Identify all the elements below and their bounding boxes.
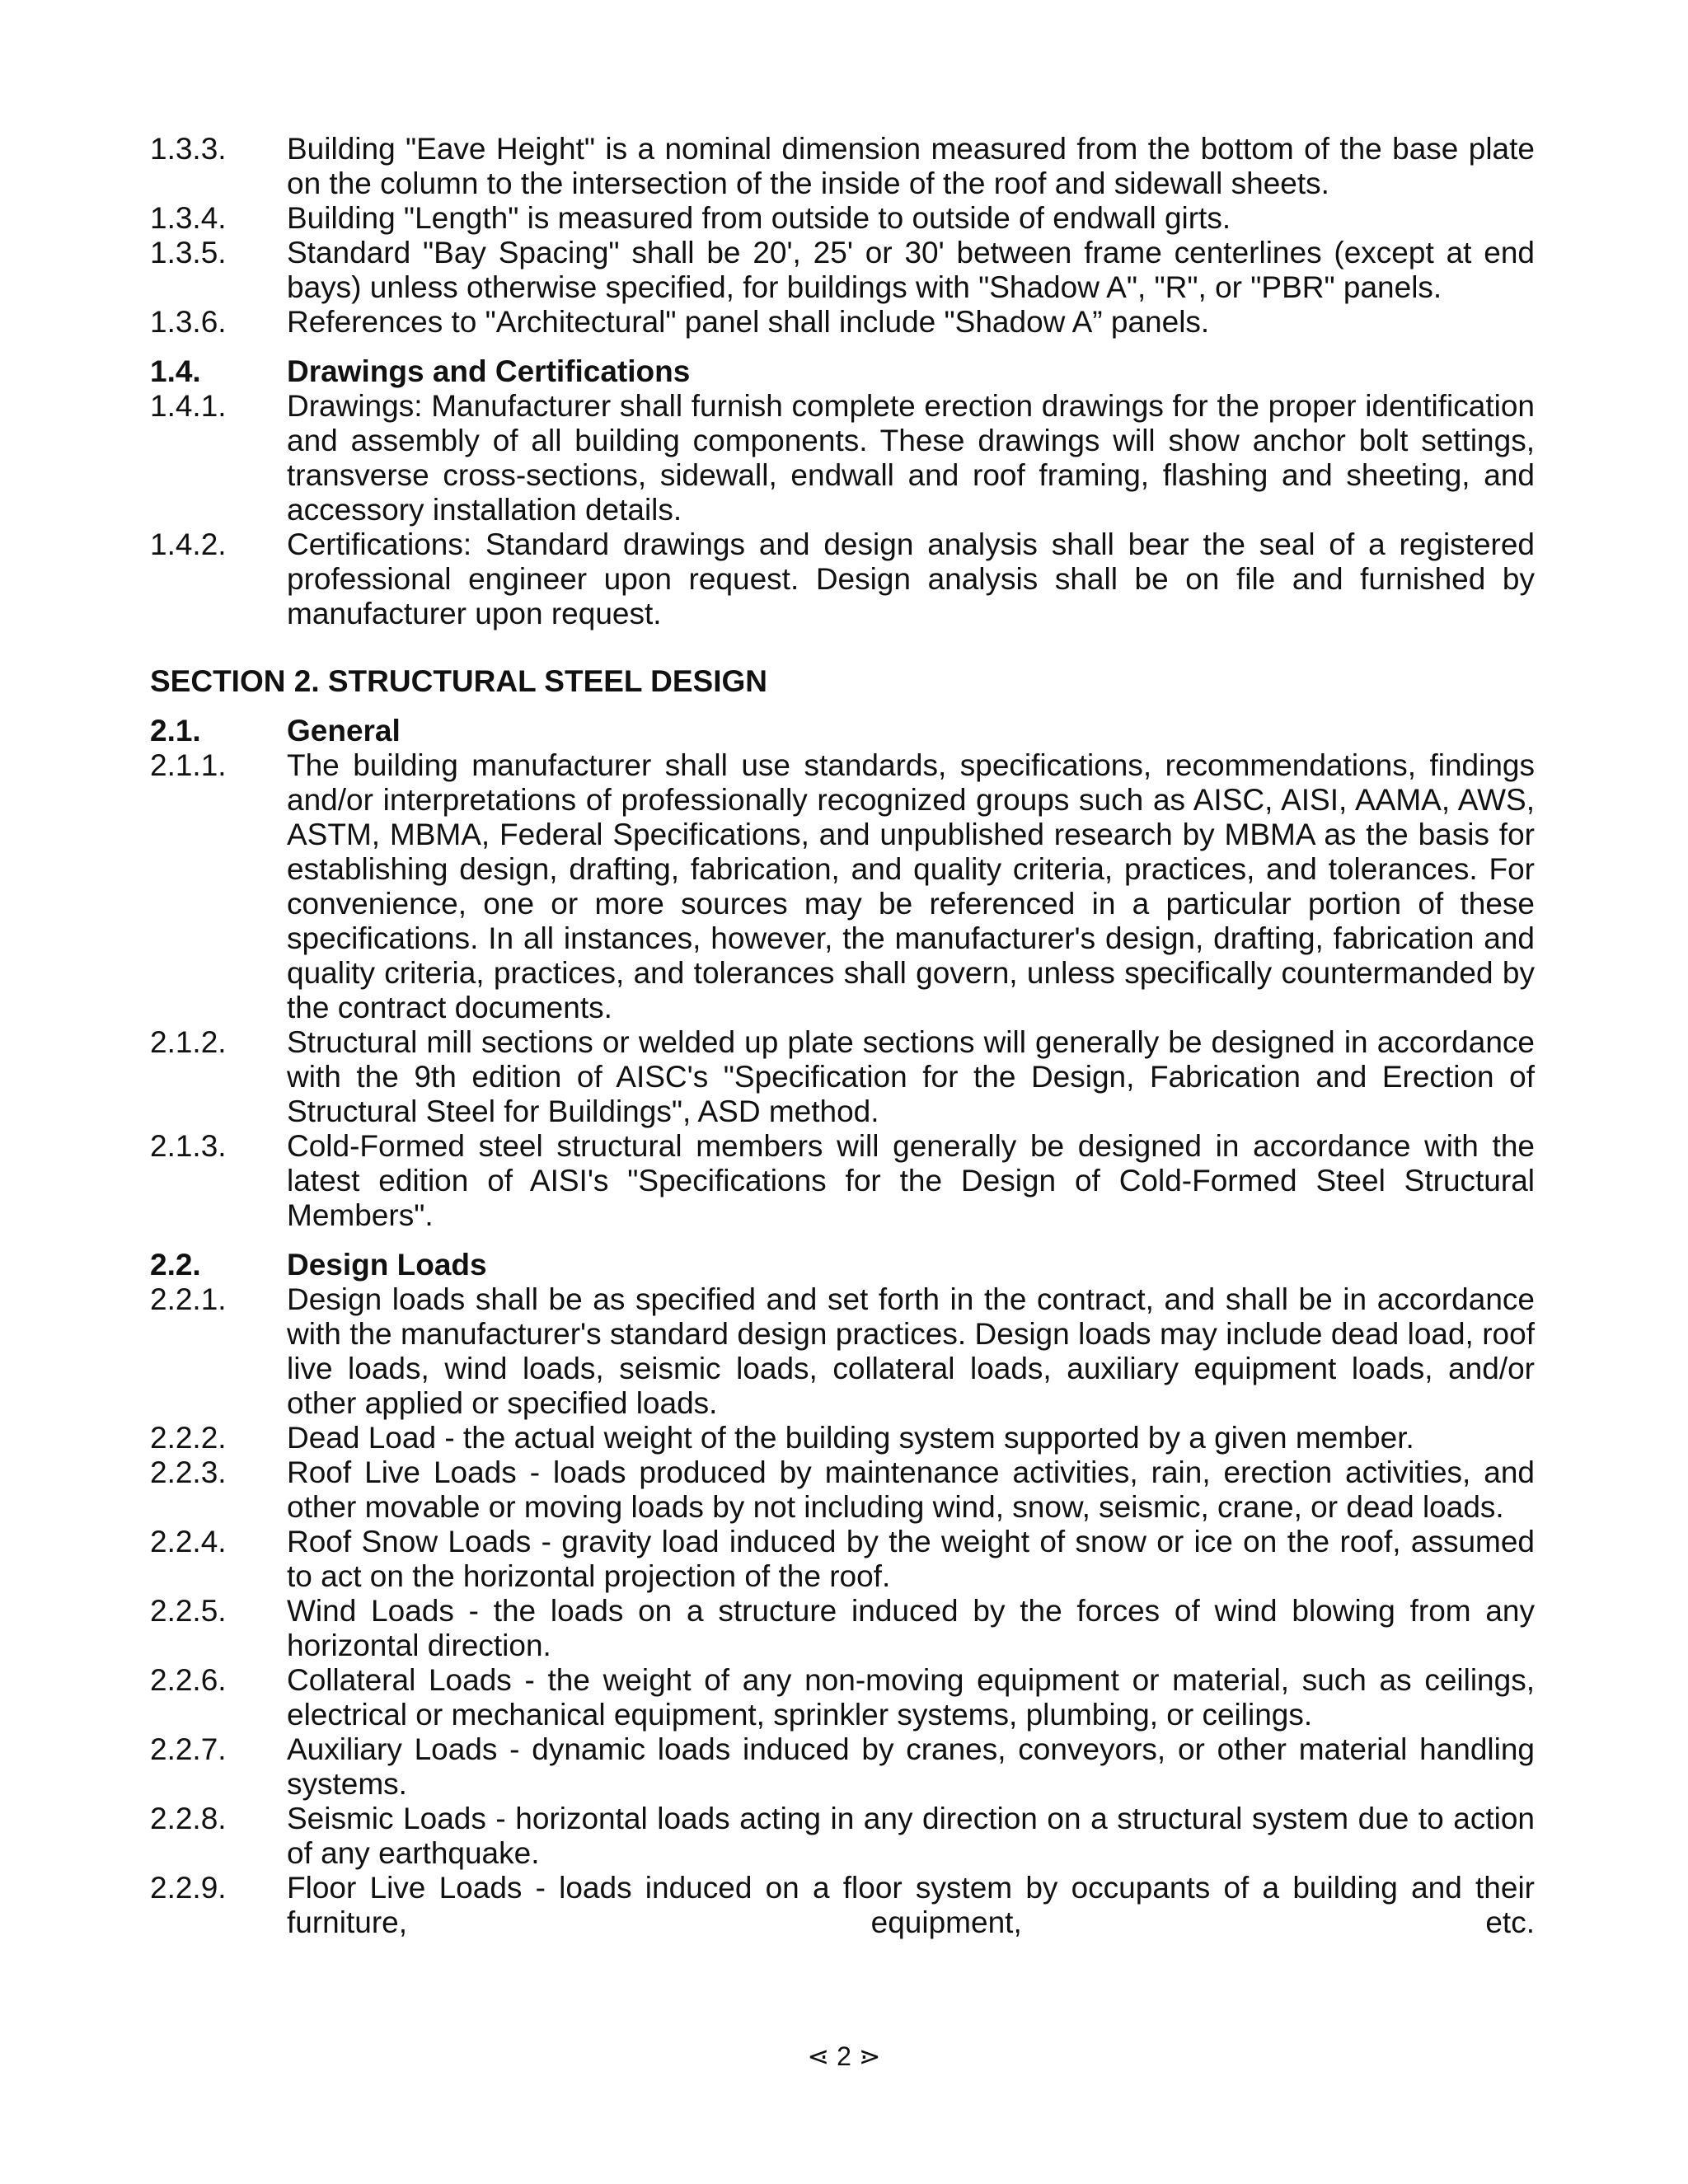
clause-number: 2.2.6. [150, 1663, 227, 1697]
clause-text: Standard "Bay Spacing" shall be 20', 25' or 30' between frame centerlines (except at end bays) unless otherwise specified, for buildings with "Shadow A", "R", or "PBR" panels. [287, 236, 1535, 304]
list-2-1 [150, 748, 1535, 1233]
clause-number: 2.2.8. [150, 1802, 227, 1835]
clause-number: 1.4.2. [150, 527, 227, 561]
clause-number: 2.1.1. [150, 748, 227, 782]
clause-number: 1.3.6. [150, 305, 227, 339]
clause-number: 2.2.5. [150, 1594, 227, 1628]
clause-item [150, 1802, 1535, 1871]
clause-item [150, 201, 1535, 236]
clause-text: Collateral Loads - the weight of any non-moving equipment or material, such as ceilings, electrical or mechanical equipment, sprinkler systems, plumbing, or ceilings. [287, 1663, 1535, 1732]
clause-number: 1.3.3. [150, 132, 227, 166]
clause-item [150, 132, 1535, 201]
clause-number: 2.1.2. [150, 1025, 227, 1059]
clause-item [150, 1455, 1535, 1525]
clause-text: Auxiliary Loads - dynamic loads induced by cranes, conveyors, or other material handling systems. [287, 1732, 1535, 1801]
subsection-number: 1.4. [150, 354, 201, 388]
subsection-number: 2.1. [150, 714, 201, 748]
clause-item [150, 1594, 1535, 1663]
clause-text: Dead Load - the actual weight of the building system supported by a given member. [287, 1421, 1414, 1455]
clause-item [150, 1663, 1535, 1732]
clause-item [150, 305, 1535, 340]
list-2-2 [150, 1282, 1535, 1940]
clause-text: Building "Eave Height" is a nominal dimension measured from the bottom of the base plate on the column to the intersection of the inside of the roof and sidewall sheets. [287, 132, 1535, 200]
clause-text: Cold-Formed steel structural members will generally be designed in accordance with the latest edition of AISI's "Specifications for the Design of Cold-Formed Steel Structural Members". [287, 1129, 1535, 1232]
clause-number: 1.4.1. [150, 389, 227, 423]
clause-text: Roof Snow Loads - gravity load induced by the weight of snow or ice on the roof, assumed to act on the horizontal projection of the roof. [287, 1525, 1535, 1593]
clause-text: Design loads shall be as specified and set forth in the contract, and shall be in accordance with the manufacturer's standard design practices. Design loads may include dead load, roof live loads, wind loads, seismic loads, collateral loads, auxiliary equipment loads, and/or other applied or specified loads. [287, 1282, 1535, 1420]
clause-text: Building "Length" is measured from outside to outside of endwall girts. [287, 201, 1231, 235]
clause-item [150, 1129, 1535, 1233]
clause-text: Wind Loads - the loads on a structure induced by the forces of wind blowing from any horizontal direction. [287, 1594, 1535, 1662]
list-1-3 [150, 132, 1535, 340]
clause-item [150, 1732, 1535, 1802]
clause-number: 2.1.3. [150, 1129, 227, 1163]
next-arrow-icon: ⋗ [858, 2041, 881, 2071]
clause-number: 1.3.4. [150, 201, 227, 235]
subsection-1-4-heading [150, 354, 1535, 389]
clause-number: 2.2.2. [150, 1421, 227, 1455]
clause-number: 2.2.9. [150, 1871, 227, 1905]
clause-item [150, 1421, 1535, 1455]
page-number: 2 [837, 2041, 851, 2071]
clause-text: Floor Live Loads - loads induced on a floor system by occupants of a building and their furniture, equipment, etc. [287, 1871, 1535, 1939]
page-footer [0, 2040, 1688, 2073]
subsection-2-1-heading [150, 714, 1535, 748]
subsection-title: General [287, 714, 401, 748]
clause-text: Drawings: Manufacturer shall furnish complete erection drawings for the proper identification and assembly of all building components. These drawings will show anchor bolt settings, transverse cross-sections, sidewall, endwall and roof framing, flashing and sheeting, and accessory installation details. [287, 389, 1535, 527]
clause-number: 2.2.4. [150, 1525, 227, 1558]
section-2-title: SECTION 2. STRUCTURAL STEEL DESIGN [150, 664, 767, 698]
clause-item [150, 1025, 1535, 1129]
clause-text: References to "Architectural" panel shall include "Shadow A” panels. [287, 305, 1210, 339]
clause-text: The building manufacturer shall use standards, specifications, recommendations, findings and/or interpretations of professionally recognized groups such as AISC, AISI, AAMA, AWS, ASTM, MBMA, Federal Specifications, and unpublished research by MBMA as the basis for establishing design, drafting, fabrication, and quality criteria, practices, and tolerances. For convenience, one or more sources may be referenced in a particular portion of these specifications. In all instances, however, the manufacturer's design, drafting, fabrication and quality criteria, practices, and tolerances shall govern, unless specifically countermanded by the contract documents. [287, 748, 1535, 1024]
subsection-title: Drawings and Certifications [287, 354, 691, 388]
list-1-4 [150, 389, 1535, 631]
clause-number: 1.3.5. [150, 236, 227, 269]
clause-text: Certifications: Standard drawings and design analysis shall bear the seal of a registered professional engineer upon request. Design analysis shall be on file and furnished by manufacturer upon request. [287, 527, 1535, 630]
clause-number: 2.2.1. [150, 1282, 227, 1316]
clause-item [150, 1871, 1535, 1940]
subsection-title: Design Loads [287, 1248, 487, 1282]
clause-text: Roof Live Loads - loads produced by maintenance activities, rain, erection activities, and other movable or moving loads by not including wind, snow, seismic, crane, or dead loads. [287, 1455, 1535, 1524]
subsection-number: 2.2. [150, 1248, 201, 1282]
clause-number: 2.2.3. [150, 1455, 227, 1489]
clause-item [150, 748, 1535, 1025]
clause-text: Seismic Loads - horizontal loads acting in any direction on a structural system due to action of any earthquake. [287, 1802, 1535, 1870]
clause-item [150, 236, 1535, 305]
clause-item [150, 389, 1535, 527]
document-body [150, 132, 1535, 1940]
subsection-2-2-heading [150, 1248, 1535, 1282]
clause-item [150, 1282, 1535, 1421]
clause-number: 2.2.7. [150, 1732, 227, 1766]
clause-item [150, 527, 1535, 631]
prev-arrow-icon: ⋖ [807, 2041, 830, 2071]
clause-text: Structural mill sections or welded up plate sections will generally be designed in accordance with the 9th edition of AISC's "Specification for the Design, Fabrication and Erection of Structural Steel for Buildings", ASD method. [287, 1025, 1535, 1128]
clause-item [150, 1525, 1535, 1594]
